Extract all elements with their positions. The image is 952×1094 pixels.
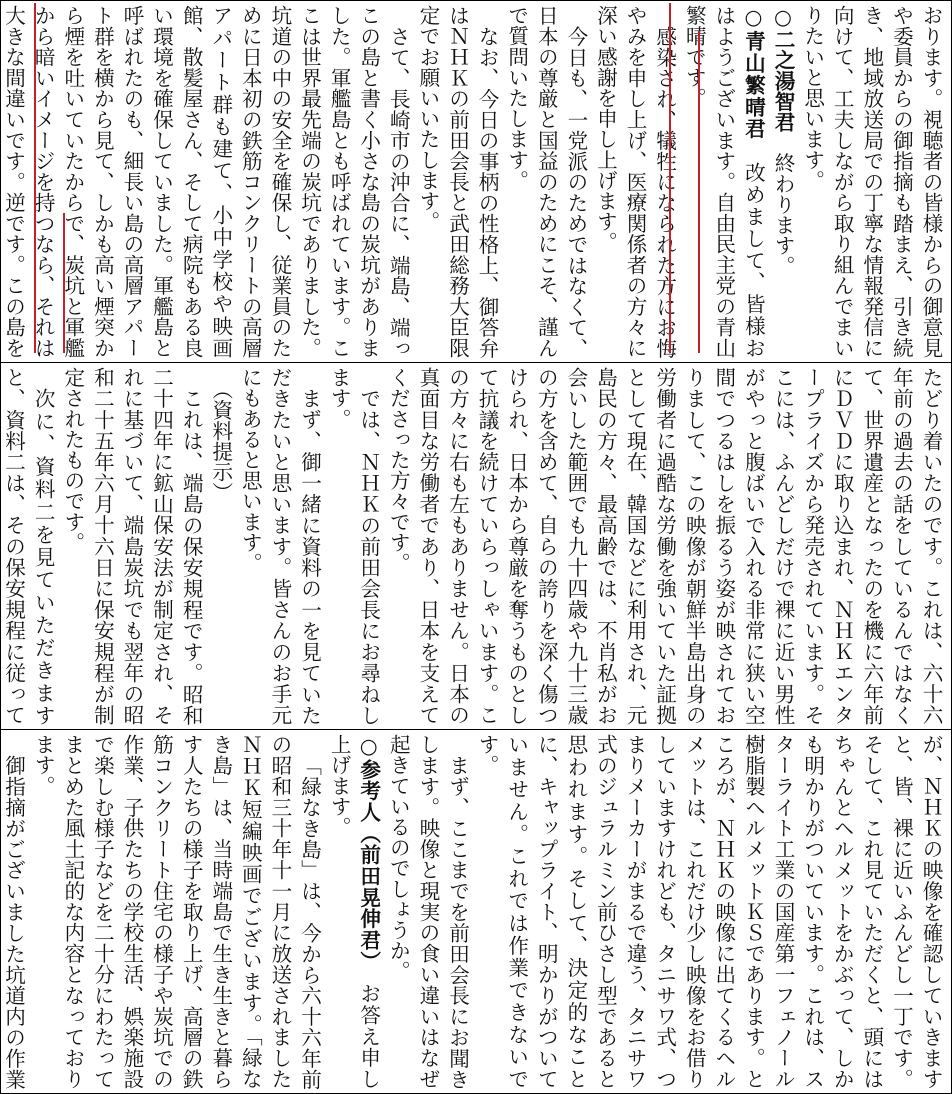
material-label: （資料提示） xyxy=(208,379,233,503)
paragraph: 今日も、一党派のためではなくて、日本の尊厳と国益のためにこそ、謹んで質問いたします。 xyxy=(504,5,588,358)
text-tier-bottom xyxy=(1,730,951,1093)
paragraph: たどり着いたのです。これは、六十六年前の過去の話をしているんではなくて、世界遺産となったのを機に六年前にＤＶＤに取り込まれ、ＮＨＫエンタープライズから発売されています。そこには、ふんどしだけで裸に近い男性がやっと腹ばいで入れる非常に狭い空間でつるはしを振るう姿が映されておりまして、この映像が朝鮮半島出身の労働者に過酷な労働を強いていた証拠として現在、韓国などに利用され、元島民の方々、最高齢では、不肖私がお会いした範囲でも九十四歳や九十三歳の方を含めて、自らの誇りを深く傷つけられ、日本から尊厳を奪うものとして抗議を続けていらっしゃいます。この方々に右も左もありません。日本の真面目な労働者であり、日本を支えてくださった方々です。 xyxy=(386,367,943,725)
paragraph: まず、ここまでを前田会長にお聞きします。映像と現実の食い違いはなぜ起きているのでしょうか。 xyxy=(386,734,470,1089)
red-underline-mark xyxy=(34,3,36,353)
red-underline-mark xyxy=(63,213,65,353)
tier-bottom-text xyxy=(1,734,945,1090)
paragraph: 次に、資料二を見ていただきますと、資料二は、その保安規程に従って xyxy=(1,367,56,725)
speaker-paragraph xyxy=(679,5,768,358)
speaker-paragraph xyxy=(767,5,797,358)
paragraph: まず、御一緒に資料の一を見ていただきたいと思います。皆さんのお手元にもあると思います。 xyxy=(238,367,322,725)
paragraph: なお、今日の事柄の性格上、御答弁はＮＨＫの前田会長と武田総務大臣限定でお願いいたします。 xyxy=(415,5,500,358)
paragraph: 御指摘がございました坑道内の作業 xyxy=(1,754,26,1089)
paragraph: これは、端島の保安規程です。昭和二十四年に鉱山保安法が制定され、それに基づいて、端島炭坑でも翌年の昭和二十五年六月十六日に保安規程が制定されたものです。 xyxy=(60,367,204,725)
paragraph: 感染され、犠牲になられた方にお悔やみを申し上げ、医療関係者の方々に深い感謝を申し上げます。 xyxy=(593,5,677,358)
paragraph: おります。視聴者の皆様からの御意見や委員からの御指摘も踏まえ、引き続き、地域放送局での丁寧な情報発信に向けて、工夫しながら取り組んでまいりたいと思います。 xyxy=(800,5,943,358)
speaker-name: ○参考人（前田晃伸君） xyxy=(356,734,381,962)
tier-top-text xyxy=(1,5,945,358)
paragraph: 「緑なき島」は、今から六十六年前の昭和三十年十一月に放送されましたＮＨＫ短編映画でございます。「緑なき島」は、当時端島で生き生きと暮らす人たちの様子を取り上げ、高層の鉄筋コンクリート住宅の様子や炭坑での作業、子供たちの学校生活、娯楽施設で楽しむ様子などを二十分にわたってまとめた風土記的な内容となっております。 xyxy=(31,734,322,1089)
speaker-name: ○二之湯智君 xyxy=(771,5,796,132)
paragraph: が、ＮＨＫの映像を確認していきますと、皆、裸に近いふんどし一丁です。そして、これ見ていただくと、頭にはちゃんとヘルメットをかぶって、しかも明かりがついています。これは、スターライト工業の国産第一フェノール樹脂製ヘルメットＫＳであります。ところが、ＮＨＫの映像に出てくるヘルメットは、これだけ少し映像をお借りしていますけれども、タニサワ式、つまりメーカーがまるで違う、タニサワ式のジュラルミン前ひさし型であると思われます。そして、決定的なことに、キャップライト、明かりがついていません。これでは作業できないです。 xyxy=(475,734,943,1089)
tier-middle-text xyxy=(1,367,945,725)
text-tier-top xyxy=(1,1,951,362)
speaker-paragraph xyxy=(324,734,383,1089)
paragraph: では、ＮＨＫの前田会長にお尋ねします。 xyxy=(327,367,381,725)
speaker-remark: 終わります。 xyxy=(771,152,796,277)
red-underline-mark xyxy=(698,31,700,353)
speaker-remark: 改めまして、皆様おはようございます。自由民主党の青山繁晴です。 xyxy=(682,5,766,358)
text-tier-middle xyxy=(1,363,951,729)
speaker-name: ○青山繁晴君 xyxy=(741,5,766,140)
paragraph: さて、長崎市の沖合に、端島、端っこの島と書く小さな島の炭坑がありました。軍艦島とも呼ばれています。ここは世界最先端の炭坑でありました。坑道の中の安全を確保し、従業員のために日本初の鉄筋コンクリートの高層アパート群も建て、小中学校や映画館、散髪屋さん、そして病院もある良い環境を確保していました。軍艦島と呼ばれたのも、細長い島の高層アパート群を横から見て、しかも高い煙突から煙を吐いていたからで、炭坑と軍艦から暗いイメージを持つなら、それは大きな間違いです。逆です。この島を xyxy=(1,5,411,358)
red-underline-mark xyxy=(669,3,671,353)
speaker-remark: お答え申し上げます。 xyxy=(327,734,381,1090)
